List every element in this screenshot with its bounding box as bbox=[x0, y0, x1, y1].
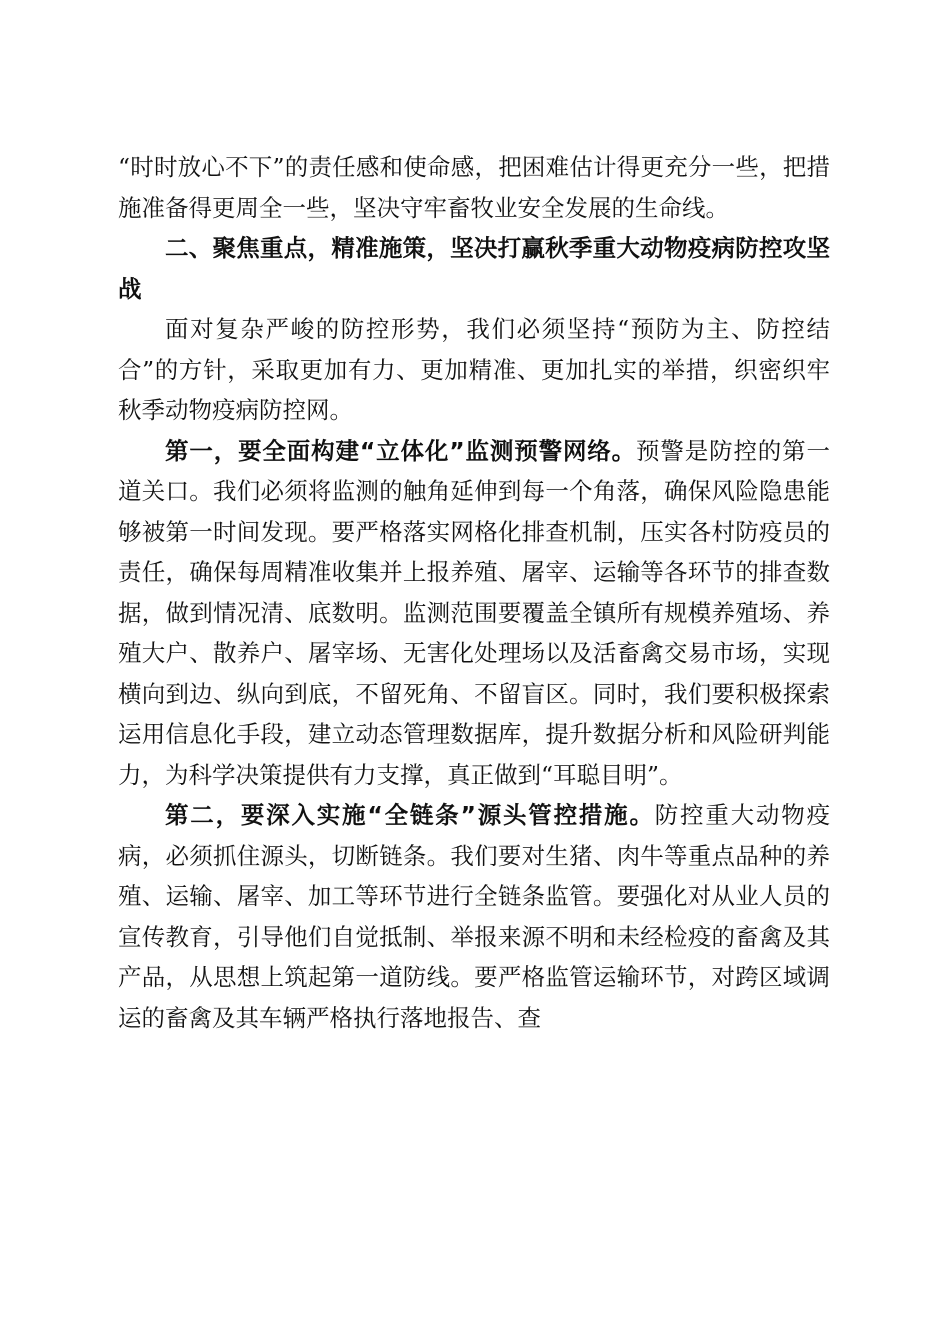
paragraph-intro: 面对复杂严峻的防控形势，我们必须坚持“预防为主、防控结合”的方针，采取更加有力、更加精准、更加扎实的举措，织密织牢秋季动物疫病防控网。 bbox=[118, 315, 830, 424]
first-measure-lead: 第一，要全面构建“立体化”监测预警网络。 bbox=[165, 436, 637, 465]
paragraph-first-measure bbox=[118, 431, 830, 796]
section-heading: 二、聚焦重点，精准施策，坚决打赢秋季重大动物疫病防控攻坚战 bbox=[118, 234, 830, 303]
paragraph-continuation: “时时放心不下”的责任感和使命感，把困难估计得更充分一些，把措施准备得更周全一些，坚决守牢畜牧业安全发展的生命线。 bbox=[118, 153, 830, 222]
paragraph-second-measure bbox=[118, 795, 830, 1038]
second-measure-lead: 第二，要深入实施“全链条”源头管控措施。 bbox=[165, 801, 655, 829]
document-page bbox=[118, 147, 830, 1038]
second-measure-body: 防控重大动物疫病，必须抓住源头，切断链条。我们要对生猪、肉牛等重点品种的养殖、运输、屠宰、加工等环节进行全链条监管。要强化对从业人员的宣传教育，引导他们自觉抵制、举报来源不明和未经检疫的畜禽及其产品，从思想上筑起第一道防线。要严格监管运输环节，对跨区域调运的畜禽及其车辆严格执行落地报告、查 bbox=[118, 801, 831, 1032]
first-measure-body: 预警是防控的第一道关口。我们必须将监测的触角延伸到每一个角落，确保风险隐患能够被第一时间发现。要严格落实网格化排查机制，压实各村防疫员的责任，确保每周精准收集并上报养殖、屠宰、运输等各环节的排查数据，做到情况清、底数明。监测范围要覆盖全镇所有规模养殖场、养殖大户、散养户、屠宰场、无害化处理场以及活畜禽交易市场，实现横向到边、纵向到底，不留死角、不留盲区。同时，我们要积极探索运用信息化手段，建立动态管理数据库，提升数据分析和风险研判能力，为科学决策提供有力支撑，真正做到“耳聪目明”。 bbox=[118, 436, 831, 789]
